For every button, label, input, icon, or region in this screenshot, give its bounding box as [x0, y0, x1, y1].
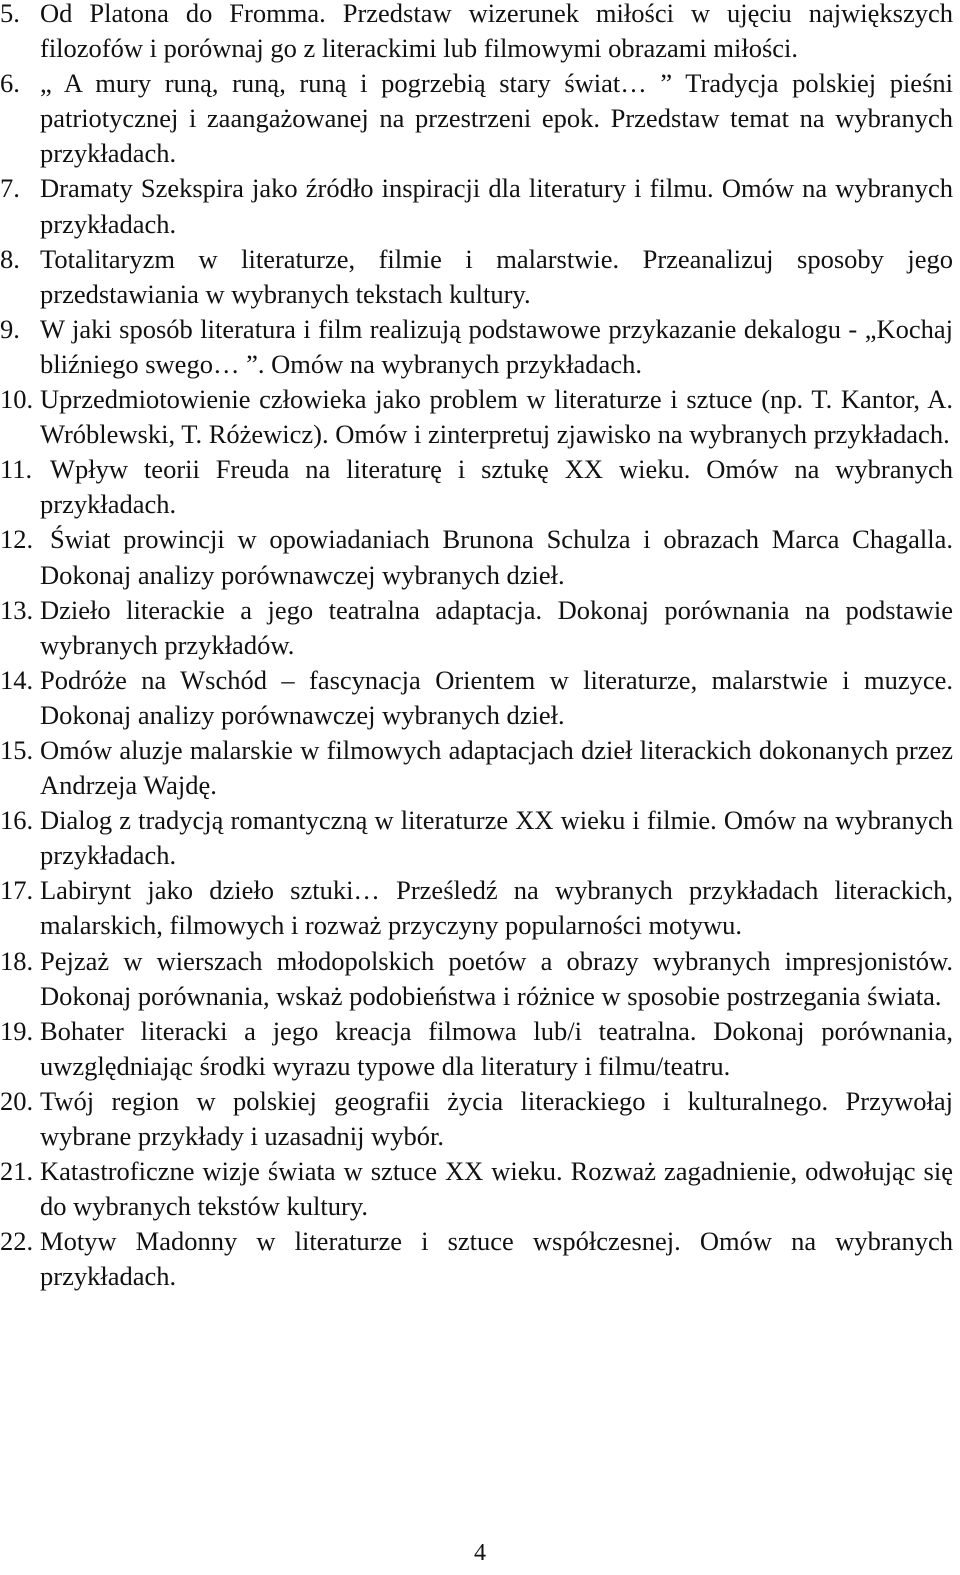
- item-number: 11.: [0, 454, 33, 485]
- item-text: Bohater literacki a jego kreacja filmowa lub/i teatralna. Dokonaj porównania, uwzględniając środki wyrazu typowe dla literatury i filmu/teatru.: [40, 1015, 953, 1081]
- list-item: [0, 452, 953, 522]
- item-text: Dialog z tradycją romantyczną w literaturze XX wieku i filmie. Omów na wybranych przykładach.: [40, 805, 953, 871]
- item-number: 10.: [0, 384, 34, 415]
- item-number: 5.: [0, 0, 20, 28]
- item-number: 20.: [0, 1085, 34, 1116]
- item-text: Od Platona do Fromma. Przedstaw wizerunek miłości w ujęciu największych filozofów i porównaj go z literackimi lub filmowymi obrazami miłości.: [40, 0, 953, 64]
- item-text: Uprzedmiotowienie człowieka jako problem w literaturze i sztuce (np. T. Kantor, A. Wróblewski, T. Różewicz). Omów i zinterpretuj zjawisko na wybranych przykładach.: [40, 384, 953, 450]
- item-number: 19.: [0, 1015, 34, 1046]
- list-item: [0, 593, 953, 663]
- list-item: [0, 522, 953, 592]
- item-text: Pejzaż w wierszach młodopolskich poetów a obrazy wybranych impresjonistów. Dokonaj porównania, wskaż podobieństwa i różnice w sposobie postrzegania świata.: [40, 945, 953, 1011]
- item-number: 14.: [0, 664, 34, 695]
- list-item: [0, 663, 953, 733]
- list-item: [0, 733, 953, 803]
- list-item: [0, 0, 953, 66]
- item-text: Podróże na Wschód – fascynacja Orientem w literaturze, malarstwie i muzyce. Dokonaj analizy porównawczej wybranych dzieł.: [40, 664, 953, 730]
- list-item: [0, 242, 953, 312]
- item-number: 21.: [0, 1156, 34, 1187]
- item-text: W jaki sposób literatura i film realizują podstawowe przykazanie dekalogu - „Kochaj bliźniego swego… ”. Omów na wybranych przykładach.: [40, 313, 953, 379]
- list-item: [0, 944, 953, 1014]
- item-number: 17.: [0, 875, 34, 906]
- item-number: 15.: [0, 734, 34, 765]
- item-number: 18.: [0, 945, 34, 976]
- item-number: 6.: [0, 68, 20, 99]
- item-text: Dzieło literackie a jego teatralna adaptacja. Dokonaj porównania na podstawie wybranych przykładów.: [40, 594, 953, 660]
- list-item: [0, 1084, 953, 1154]
- item-text: „ A mury runą, runą, runą i pogrzebią stary świat… ” Tradycja polskiej pieśni patriotycznej i zaangażowanej na przestrzeni epok. Przedstaw temat na wybranych przykładach.: [40, 68, 953, 169]
- list-item: [0, 171, 953, 241]
- item-text: Dramaty Szekspira jako źródło inspiracji dla literatury i filmu. Omów na wybranych przykładach.: [40, 173, 953, 239]
- list-item: [0, 1154, 953, 1224]
- item-text: Świat prowincji w opowiadaniach Brunona Schulza i obrazach Marca Chagalla. Dokonaj analizy porównawczej wybranych dzieł.: [40, 524, 953, 590]
- list-item: [0, 66, 953, 171]
- list-item: [0, 382, 953, 452]
- page-number: 4: [474, 1540, 486, 1566]
- item-number: 8.: [0, 243, 20, 274]
- item-text: Omów aluzje malarskie w filmowych adaptacjach dzieł literackich dokonanych przez Andrzeja Wajdę.: [40, 734, 953, 801]
- item-text: Katastroficzne wizje świata w sztuce XX wieku. Rozważ zagadnienie, odwołując się do wybranych tekstów kultury.: [40, 1156, 953, 1222]
- list-item: [0, 1224, 953, 1294]
- list-item: [0, 873, 953, 943]
- item-number: 9.: [0, 313, 20, 344]
- item-text: Totalitaryzm w literaturze, filmie i malarstwie. Przeanalizuj sposoby jego przedstawiania w wybranych tekstach kultury.: [40, 243, 953, 309]
- item-number: 13.: [0, 594, 34, 625]
- item-text: Wpływ teorii Freuda na literaturę i sztukę XX wieku. Omów na wybranych przykładach.: [40, 454, 953, 520]
- item-number: 12.: [0, 524, 34, 555]
- list-item: [0, 312, 953, 382]
- list-item: [0, 1014, 953, 1084]
- list-item: [0, 803, 953, 873]
- item-text: Motyw Madonny w literaturze i sztuce współczesnej. Omów na wybranych przykładach.: [40, 1226, 953, 1292]
- item-number: 7.: [0, 173, 20, 204]
- item-number: 22.: [0, 1226, 34, 1257]
- item-text: Labirynt jako dzieło sztuki… Prześledź na wybranych przykładach literackich, malarskich, filmowych i rozważ przyczyny popularności motywu.: [40, 875, 953, 941]
- item-text: Twój region w polskiej geografii życia literackiego i kulturalnego. Przywołaj wybrane przykłady i uzasadnij wybór.: [40, 1085, 953, 1151]
- item-number: 16.: [0, 805, 34, 836]
